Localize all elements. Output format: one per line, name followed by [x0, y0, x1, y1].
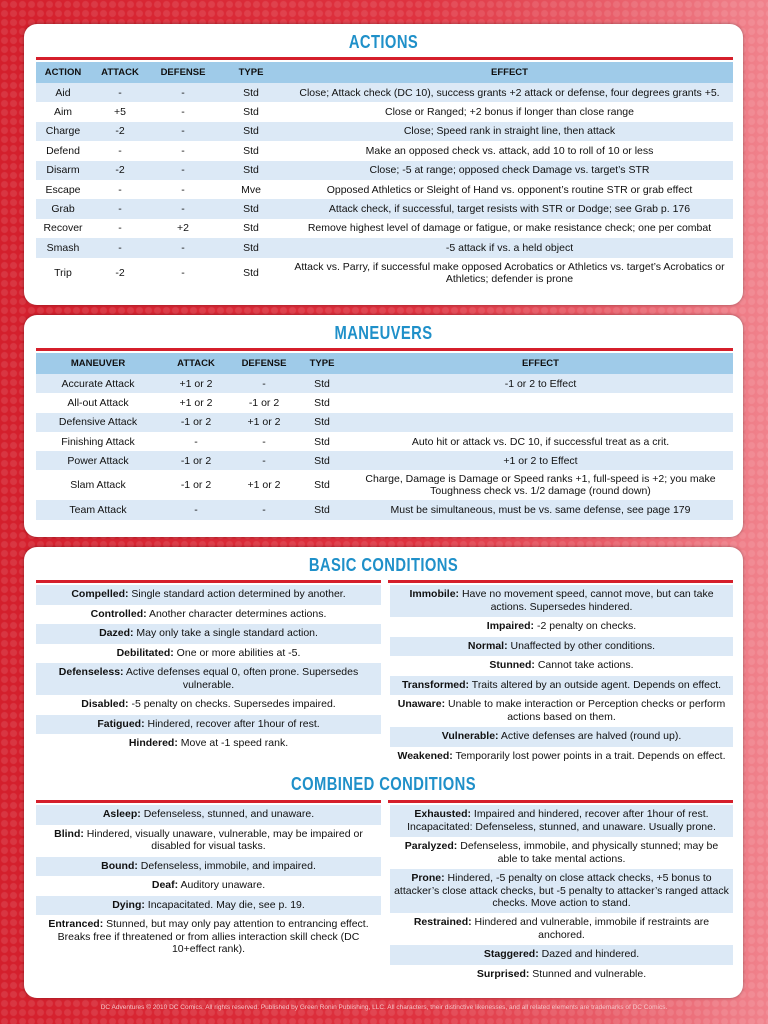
condition-description: Hindered, visually unaware, vulnerable, may be impaired or disabled for visual tasks.: [83, 827, 363, 852]
table-row: [36, 180, 733, 199]
table-cell: -2: [90, 161, 150, 180]
basic-conditions-title: BASIC CONDITIONS: [308, 555, 459, 575]
table-cell: Close or Ranged; +2 bonus if longer than close range: [385, 106, 634, 119]
condition-item: [36, 624, 381, 644]
condition-item: [390, 945, 733, 965]
table-cell: Std: [243, 222, 259, 235]
table-cell: +1 or 2 to Effect: [348, 451, 733, 470]
table-cell: -: [150, 161, 216, 180]
condition-term: Prone:: [411, 872, 445, 884]
condition-term: Transformed:: [401, 678, 470, 691]
col-effect-header: EFFECT: [348, 353, 733, 374]
table-cell: Std: [216, 161, 286, 180]
condition-item: [36, 695, 381, 715]
maneuvers-panel: [24, 315, 743, 537]
condition-description: Unable to make interaction or Perception checks or perform actions based on them.: [445, 698, 726, 723]
table-row: [36, 102, 733, 121]
table-cell: +1 or 2: [232, 413, 296, 432]
table-cell: -: [118, 183, 122, 196]
condition-term: Paralyzed:: [404, 840, 458, 852]
table-cell: [348, 413, 733, 432]
condition-item: [390, 805, 733, 837]
col-attack-header: ATTACK: [160, 353, 232, 374]
table-cell: Close; Attack check (DC 10), success grants +2 attack or defense, four degrees grants +5.: [286, 83, 733, 102]
table-cell: Opposed Athletics or Sleight of Hand vs. opponent’s routine STR or grab effect: [326, 183, 693, 196]
table-cell: -: [181, 106, 185, 119]
table-row: [36, 219, 733, 238]
col-type-header: TYPE: [216, 62, 286, 83]
condition-description: Have no movement speed, cannot move, but can take actions. Supersedes hindered.: [459, 588, 714, 613]
table-cell: -: [232, 451, 296, 470]
copyright-footer: DC Adventures © 2010 DC Comics. All rights reserved. Published by Green Ronin Publishing, LLC. All characters, their distinctive likenesses, and all related elements are trademarks of DC Comics.: [100, 1004, 668, 1011]
condition-item: [390, 965, 733, 985]
condition-description: Defenseless, immobile, and physically stunned; may be able to take mental actions.: [457, 840, 719, 865]
condition-description: Single standard action determined by another.: [128, 588, 346, 600]
table-cell: Trip: [54, 266, 72, 279]
condition-description: Active defenses equal 0, often prone. Supersedes vulnerable.: [123, 666, 359, 691]
table-cell: Std: [216, 83, 286, 102]
table-cell: -: [118, 144, 122, 157]
condition-description: Hindered, recover after 1hour of rest.: [144, 717, 320, 730]
table-cell: Defend: [46, 144, 80, 157]
table-row: [36, 413, 733, 432]
table-cell: -1 or 2: [180, 479, 212, 492]
table-cell: Attack vs. Parry, if successful make opposed Acrobatics or Athletics vs. target’s Acrobatics or Athletics; defender is prone: [294, 260, 725, 285]
condition-item: [390, 727, 733, 747]
table-cell: -: [150, 122, 216, 141]
actions-header-row: [36, 62, 733, 83]
conditions-panel: [24, 547, 743, 998]
condition-item: [36, 857, 381, 877]
table-cell: Slam Attack: [70, 479, 126, 492]
condition-item: [36, 644, 381, 664]
condition-description: May only take a single standard action.: [133, 627, 318, 639]
condition-item: [390, 837, 733, 869]
condition-item: [390, 617, 733, 637]
condition-term: Vulnerable:: [441, 730, 499, 742]
table-cell: +5: [114, 106, 126, 119]
condition-item: [390, 913, 733, 945]
table-cell: Std: [314, 479, 330, 492]
condition-description: Traits altered by an outside agent. Depends on effect.: [469, 678, 722, 691]
condition-item: [36, 805, 381, 825]
condition-term: Surprised:: [476, 967, 530, 980]
actions-panel: [24, 24, 743, 305]
table-cell: Std: [243, 106, 259, 119]
condition-item: [36, 663, 381, 695]
table-cell: -: [181, 144, 185, 157]
condition-term: Stunned:: [489, 659, 535, 671]
condition-description: -5 penalty on checks. Supersedes impaired.: [128, 698, 336, 710]
table-cell: Std: [216, 122, 286, 141]
table-cell: Std: [296, 413, 348, 432]
table-cell: Recover: [43, 222, 83, 235]
table-row: [36, 432, 733, 451]
table-cell: Std: [314, 435, 330, 448]
condition-item: [390, 656, 733, 676]
table-cell: -1 or 2: [160, 451, 232, 470]
table-cell: Charge: [36, 122, 90, 141]
col-type-header: TYPE: [296, 353, 348, 374]
condition-term: Impaired:: [486, 620, 535, 632]
table-cell: Std: [296, 451, 348, 470]
combined-conditions-divider-right: [388, 800, 733, 803]
table-cell: Attack check, if successful, target resists with STR or Dodge; see Grab p. 176: [286, 199, 733, 218]
maneuvers-title: MANEUVERS: [334, 323, 433, 343]
table-row: [36, 451, 733, 470]
table-cell: -5 attack if vs. a held object: [286, 238, 733, 257]
table-cell: -: [232, 374, 296, 393]
condition-description: Hindered and vulnerable, immobile if restraints are anchored.: [471, 916, 710, 941]
table-cell: Must be simultaneous, must be vs. same defense, see page 179: [348, 500, 733, 519]
table-row: [36, 141, 733, 160]
condition-term: Controlled:: [90, 607, 147, 620]
combined-conditions-right-column: [390, 805, 733, 984]
col-maneuver-header: MANEUVER: [36, 353, 160, 374]
table-row: [36, 83, 733, 102]
table-cell: Accurate Attack: [36, 374, 160, 393]
table-row: [36, 500, 733, 519]
table-cell: +1 or 2: [160, 374, 232, 393]
table-row: [36, 258, 733, 288]
condition-item: [36, 605, 381, 625]
table-cell: -1 or 2: [248, 396, 280, 409]
condition-term: Compelled:: [71, 588, 129, 600]
condition-term: Normal:: [467, 639, 508, 652]
table-row: [36, 238, 733, 257]
condition-item: [36, 585, 381, 605]
table-cell: Std: [296, 374, 348, 393]
combined-conditions-title: COMBINED CONDITIONS: [291, 774, 476, 794]
table-cell: Finishing Attack: [61, 435, 135, 448]
condition-description: -2 penalty on checks.: [534, 620, 637, 632]
condition-term: Blind:: [54, 827, 84, 840]
table-cell: -: [90, 238, 150, 257]
condition-term: Entranced:: [48, 918, 104, 930]
condition-description: Another character determines actions.: [146, 607, 327, 620]
table-cell: -1 or 2 to Effect: [348, 374, 733, 393]
condition-description: Stunned and vulnerable.: [529, 967, 647, 980]
condition-term: Disabled:: [81, 698, 129, 710]
table-cell: Aim: [53, 106, 73, 119]
condition-term: Exhausted:: [414, 808, 472, 820]
table-cell: Power Attack: [36, 451, 160, 470]
condition-term: Restrained:: [413, 916, 472, 928]
condition-item: [390, 695, 733, 727]
condition-item: [390, 585, 733, 617]
table-cell: Escape: [45, 183, 81, 196]
condition-description: Dazed and hindered.: [538, 948, 640, 960]
table-cell: -: [150, 199, 216, 218]
condition-description: Defenseless, stunned, and unaware.: [140, 808, 315, 820]
condition-term: Bound:: [101, 859, 138, 872]
condition-term: Dying:: [112, 898, 145, 911]
condition-term: Unaware:: [397, 698, 446, 710]
table-cell: Team Attack: [36, 500, 160, 519]
table-cell: Mve: [241, 183, 261, 196]
table-cell: -: [181, 266, 185, 279]
condition-term: Dazed:: [99, 627, 134, 639]
condition-term: Staggered:: [483, 948, 539, 960]
condition-description: Incapacitated. May die, see p. 19.: [144, 898, 305, 911]
table-cell: -: [262, 435, 266, 448]
table-cell: -: [118, 222, 122, 235]
col-defense-header: DEFENSE: [232, 353, 296, 374]
table-cell: -: [181, 183, 185, 196]
condition-item: [390, 869, 733, 913]
table-cell: Std: [296, 500, 348, 519]
table-cell: -: [150, 238, 216, 257]
condition-item: [36, 915, 381, 959]
combined-conditions-divider-left: [36, 800, 381, 803]
table-row: [36, 199, 733, 218]
condition-description: Move at -1 speed rank.: [177, 737, 289, 749]
table-cell: Std: [314, 396, 330, 409]
table-cell: Close; -5 at range; opposed check Damage vs. target’s STR: [286, 161, 733, 180]
condition-term: Defenseless:: [58, 666, 124, 678]
table-row: [36, 122, 733, 141]
table-cell: Std: [216, 199, 286, 218]
table-cell: -2: [90, 122, 150, 141]
table-row: [36, 374, 733, 393]
table-cell: Defensive Attack: [36, 413, 160, 432]
condition-description: Temporarily lost power points in a trait. Depends on effect.: [452, 749, 726, 762]
condition-description: Unaffected by other conditions.: [507, 639, 656, 652]
condition-description: Defenseless, immobile, and impaired.: [137, 859, 316, 872]
condition-description: Hindered, -5 penalty on close attack checks, +5 bonus to attacker’s close attack checks, but -5 penalty to attacker’s ranged attack checks. Move action to stand.: [394, 872, 729, 909]
table-cell: Disarm: [36, 161, 90, 180]
table-cell: Auto hit or attack vs. DC 10, if successful treat as a crit.: [411, 435, 670, 448]
condition-description: One or more abilities at -5.: [173, 646, 301, 659]
condition-item: [390, 676, 733, 696]
table-cell: -1 or 2: [160, 413, 232, 432]
table-cell: +1 or 2: [247, 479, 281, 492]
table-cell: [348, 393, 733, 412]
table-cell: Close; Speed rank in straight line, then attack: [286, 122, 733, 141]
table-cell: +1 or 2: [179, 396, 213, 409]
table-cell: -: [194, 435, 198, 448]
condition-description: Impaired and hindered, recover after 1hour of rest. Incapacitated: Defenseless, stunned, and unaware. Usually prone.: [407, 808, 716, 833]
maneuvers-divider: [36, 348, 733, 351]
table-cell: Make an opposed check vs. attack, add 10 to roll of 10 or less: [365, 144, 654, 157]
condition-item: [36, 876, 381, 896]
condition-description: Active defenses are halved (round up).: [498, 730, 682, 742]
table-cell: -2: [115, 266, 125, 279]
table-cell: -: [150, 83, 216, 102]
table-cell: Std: [243, 266, 259, 279]
maneuvers-header-row: [36, 353, 733, 374]
condition-term: Deaf:: [151, 879, 179, 891]
condition-term: Weakened:: [397, 749, 453, 762]
col-action-header: ACTION: [36, 62, 90, 83]
table-cell: +2: [177, 222, 189, 235]
table-row: [36, 470, 733, 500]
condition-term: Fatigued:: [97, 717, 145, 730]
table-cell: Remove highest level of damage or fatigue, or make resistance check; one per combat: [307, 222, 712, 235]
table-row: [36, 161, 733, 180]
col-attack-header: ATTACK: [90, 62, 150, 83]
basic-conditions-right-column: [390, 585, 733, 766]
condition-item: [36, 734, 381, 754]
condition-item: [390, 747, 733, 767]
condition-item: [36, 825, 381, 857]
actions-title: ACTIONS: [348, 32, 419, 52]
condition-item: [390, 637, 733, 657]
table-cell: -: [90, 83, 150, 102]
condition-description: Cannot take actions.: [534, 659, 634, 671]
condition-term: Asleep:: [102, 808, 141, 820]
actions-table: [36, 62, 733, 288]
maneuvers-table: [36, 353, 733, 520]
basic-conditions-divider-right: [388, 580, 733, 583]
condition-description: Stunned, but may only pay attention to entrancing effect. Breaks free if threatened or from allies interaction skill check (DC 10+effect rank).: [57, 918, 369, 955]
table-cell: Charge, Damage is Damage or Speed ranks +1, full-speed is +2; you make Toughness check vs. 1/2 damage (round down): [365, 473, 716, 498]
col-effect-header: EFFECT: [286, 62, 733, 83]
actions-divider: [36, 57, 733, 60]
condition-item: [36, 896, 381, 916]
table-cell: Std: [216, 238, 286, 257]
table-cell: -: [90, 199, 150, 218]
combined-conditions-left-column: [36, 805, 381, 959]
table-row: [36, 393, 733, 412]
table-cell: Aid: [36, 83, 90, 102]
table-cell: -: [232, 500, 296, 519]
table-cell: Smash: [36, 238, 90, 257]
table-cell: -: [160, 500, 232, 519]
basic-conditions-left-column: [36, 585, 381, 754]
table-cell: Grab: [36, 199, 90, 218]
table-cell: Std: [243, 144, 259, 157]
col-defense-header: DEFENSE: [150, 62, 216, 83]
condition-term: Immobile:: [409, 588, 460, 600]
basic-conditions-divider-left: [36, 580, 381, 583]
condition-term: Hindered:: [128, 737, 178, 749]
condition-description: Auditory unaware.: [178, 879, 266, 891]
table-cell: All-out Attack: [67, 396, 129, 409]
condition-term: Debilitated:: [116, 646, 174, 659]
condition-item: [36, 715, 381, 735]
